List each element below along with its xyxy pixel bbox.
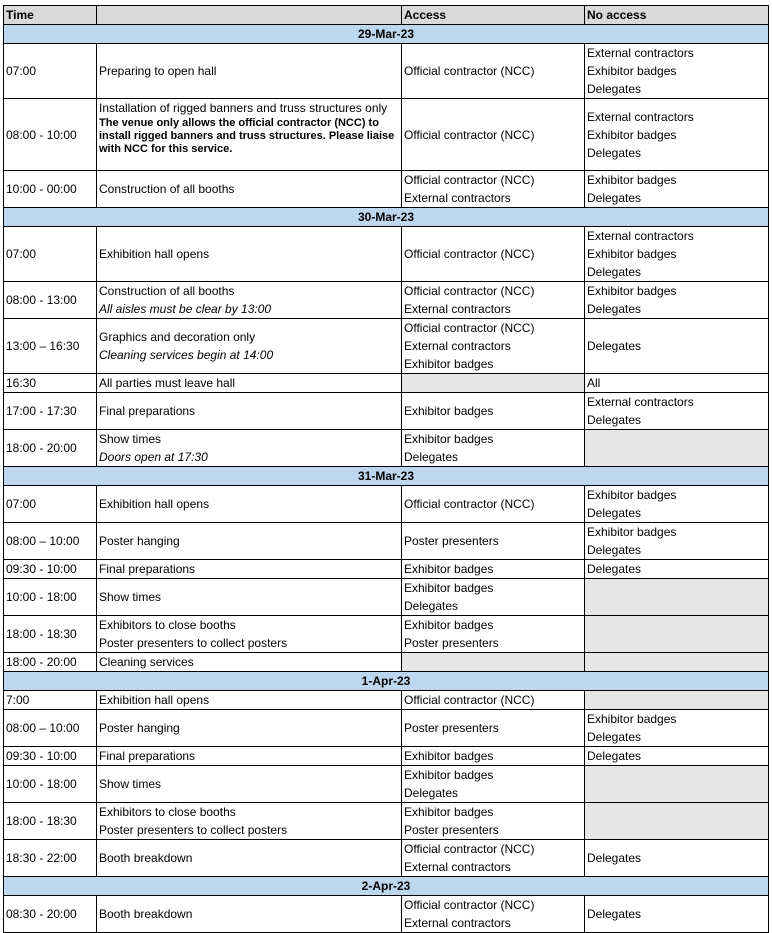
description-line: Show times	[99, 590, 162, 604]
time-cell: 08:00 - 10:00	[4, 99, 97, 171]
description-cell	[97, 560, 402, 579]
no-access-item: Delegates	[587, 562, 642, 576]
access-item: Official contractor (NCC)	[404, 898, 535, 912]
access-cell	[402, 171, 585, 208]
time-cell: 10:00 - 18:00	[4, 579, 97, 616]
description-line: Construction of all booths	[99, 284, 235, 298]
no-access-item: Exhibitor badges	[587, 712, 677, 726]
header-time: Time	[4, 6, 97, 25]
description-cell	[97, 282, 402, 319]
no-access-cell	[585, 430, 769, 467]
description-line: Final preparations	[99, 404, 196, 418]
description-line: Preparing to open hall	[99, 64, 217, 78]
description-line: Installation of rigged banners and truss structures only	[99, 101, 388, 115]
access-item: Poster presenters	[404, 721, 499, 735]
no-access-cell	[585, 691, 769, 710]
access-cell	[402, 710, 585, 747]
description-cell	[97, 430, 402, 467]
description-cell	[97, 840, 402, 877]
description-line: Exhibition hall opens	[99, 247, 210, 261]
time-cell: 08:00 - 13:00	[4, 282, 97, 319]
schedule-row	[4, 486, 769, 523]
access-item: Exhibitor badges	[404, 581, 494, 595]
description-line: Construction of all booths	[99, 182, 235, 196]
description-line: Exhibitors to close booths	[99, 805, 236, 819]
description-line: Graphics and decoration only	[99, 330, 256, 344]
time-cell: 16:30	[4, 374, 97, 393]
no-access-cell	[585, 616, 769, 653]
no-access-cell	[585, 523, 769, 560]
access-cell	[402, 747, 585, 766]
schedule-row	[4, 710, 769, 747]
access-item: Exhibitor badges	[404, 618, 494, 632]
time-cell: 09:30 - 10:00	[4, 560, 97, 579]
access-cell	[402, 319, 585, 374]
access-item: Exhibitor badges	[404, 805, 494, 819]
no-access-cell	[585, 560, 769, 579]
schedule-row	[4, 282, 769, 319]
access-item: Exhibitor badges	[404, 432, 494, 446]
access-item: External contractors	[404, 302, 511, 316]
no-access-cell	[585, 374, 769, 393]
access-item: Official contractor (NCC)	[404, 693, 535, 707]
description-line: Booth breakdown	[99, 851, 193, 865]
header-description	[97, 6, 402, 25]
access-item: Official contractor (NCC)	[404, 284, 535, 298]
time-cell: 13:00 – 16:30	[4, 319, 97, 374]
no-access-item: Exhibitor badges	[587, 64, 677, 78]
date-heading: 30-Mar-23	[4, 208, 769, 227]
no-access-item: Exhibitor badges	[587, 127, 677, 142]
access-item: Exhibitor badges	[404, 749, 494, 763]
description-line: Poster hanging	[99, 534, 180, 548]
time-cell: 10:00 - 18:00	[4, 766, 97, 803]
access-item: Poster presenters	[404, 534, 499, 548]
no-access-item: External contractors	[587, 46, 694, 60]
description-cell	[97, 616, 402, 653]
description-cell	[97, 691, 402, 710]
description-cell	[97, 766, 402, 803]
access-cell	[402, 653, 585, 672]
header-row	[4, 6, 769, 25]
access-item: Delegates	[404, 450, 459, 464]
access-cell	[402, 579, 585, 616]
schedule-row	[4, 393, 769, 430]
access-cell	[402, 840, 585, 877]
time-cell: 07:00	[4, 44, 97, 99]
no-access-item: Delegates	[587, 145, 642, 160]
access-item: Official contractor (NCC)	[404, 497, 535, 511]
description-line: Exhibition hall opens	[99, 693, 210, 707]
schedule-row	[4, 653, 769, 672]
description-italic-note: Cleaning services begin at 14:00	[99, 348, 274, 362]
access-item: Exhibitor badges	[404, 768, 494, 782]
no-access-cell	[585, 896, 769, 933]
access-item: External contractors	[404, 916, 511, 930]
date-heading: 2-Apr-23	[4, 877, 769, 896]
access-cell	[402, 486, 585, 523]
no-access-item: External contractors	[587, 229, 694, 243]
access-item: Exhibitor badges	[404, 562, 494, 576]
schedule-row	[4, 747, 769, 766]
description-cell	[97, 319, 402, 374]
access-item: Poster presenters	[404, 636, 499, 650]
no-access-item: External contractors	[587, 109, 694, 124]
schedule-row	[4, 374, 769, 393]
description-cell	[97, 171, 402, 208]
description-line: Cleaning services	[99, 655, 194, 669]
access-item: External contractors	[404, 860, 511, 874]
access-cell	[402, 896, 585, 933]
description-italic-note: All aisles must be clear by 13:00	[99, 302, 272, 316]
access-item: Official contractor (NCC)	[404, 173, 535, 187]
no-access-item: Exhibitor badges	[587, 173, 677, 187]
time-cell: 18:00 - 20:00	[4, 653, 97, 672]
no-access-item: Delegates	[587, 749, 642, 763]
schedule-row	[4, 840, 769, 877]
time-cell: 17:00 - 17:30	[4, 393, 97, 430]
no-access-cell	[585, 486, 769, 523]
no-access-item: Exhibitor badges	[587, 525, 677, 539]
schedule-table	[3, 5, 769, 933]
description-cell	[97, 523, 402, 560]
schedule-row	[4, 579, 769, 616]
no-access-cell	[585, 282, 769, 319]
description-line: Booth breakdown	[99, 907, 193, 921]
no-access-cell	[585, 766, 769, 803]
no-access-item: All	[587, 376, 601, 390]
no-access-item: Delegates	[587, 82, 642, 96]
no-access-cell	[585, 840, 769, 877]
schedule-row	[4, 44, 769, 99]
time-cell: 18:30 - 22:00	[4, 840, 97, 877]
schedule-row	[4, 616, 769, 653]
description-cell	[97, 374, 402, 393]
description-line: All parties must leave hall	[99, 376, 236, 390]
access-cell	[402, 766, 585, 803]
header-no-access: No access	[585, 6, 769, 25]
time-cell: 18:00 - 18:30	[4, 616, 97, 653]
schedule-row	[4, 766, 769, 803]
access-cell	[402, 227, 585, 282]
description-line: Poster presenters to collect posters	[99, 636, 288, 650]
no-access-item: Delegates	[587, 506, 642, 520]
description-cell	[97, 653, 402, 672]
date-heading: 29-Mar-23	[4, 25, 769, 44]
no-access-item: Delegates	[587, 851, 642, 865]
access-cell	[402, 393, 585, 430]
no-access-item: Exhibitor badges	[587, 247, 677, 261]
schedule-body	[4, 25, 769, 933]
schedule-row	[4, 430, 769, 467]
schedule-row	[4, 99, 769, 171]
description-cell	[97, 393, 402, 430]
description-cell	[97, 99, 402, 171]
access-item: Official contractor (NCC)	[404, 842, 535, 856]
description-italic-note: Doors open at 17:30	[99, 450, 208, 464]
access-item: External contractors	[404, 339, 511, 353]
access-item: Delegates	[404, 599, 459, 613]
no-access-cell	[585, 653, 769, 672]
schedule-row	[4, 319, 769, 374]
description-cell	[97, 710, 402, 747]
no-access-cell	[585, 393, 769, 430]
access-item: Exhibitor badges	[404, 404, 494, 418]
description-line: Show times	[99, 777, 162, 791]
no-access-item: Exhibitor badges	[587, 284, 677, 298]
access-cell	[402, 374, 585, 393]
date-row	[4, 25, 769, 44]
time-cell: 09:30 - 10:00	[4, 747, 97, 766]
no-access-cell	[585, 579, 769, 616]
header-access: Access	[402, 6, 585, 25]
schedule-row	[4, 896, 769, 933]
access-cell	[402, 282, 585, 319]
access-item: Delegates	[404, 786, 459, 800]
description-cell	[97, 486, 402, 523]
description-line: Poster presenters to collect posters	[99, 823, 288, 837]
date-row	[4, 672, 769, 691]
date-row	[4, 877, 769, 896]
no-access-item: Delegates	[587, 191, 642, 205]
access-item: External contractors	[404, 191, 511, 205]
time-cell: 7:00	[4, 691, 97, 710]
description-line: Exhibition hall opens	[99, 497, 210, 511]
description-cell	[97, 579, 402, 616]
access-item: Poster presenters	[404, 823, 499, 837]
description-line: Exhibitors to close booths	[99, 618, 236, 632]
access-cell	[402, 803, 585, 840]
no-access-item: Delegates	[587, 907, 642, 921]
no-access-item: External contractors	[587, 395, 694, 409]
time-cell: 18:00 - 20:00	[4, 430, 97, 467]
no-access-cell	[585, 171, 769, 208]
schedule-row	[4, 227, 769, 282]
no-access-cell	[585, 747, 769, 766]
description-line: Poster hanging	[99, 721, 180, 735]
date-row	[4, 208, 769, 227]
schedule-row	[4, 691, 769, 710]
no-access-cell	[585, 319, 769, 374]
description-bold-note: The venue only allows the official contractor (NCC) to install rigged banners and truss structures. Please liaise with NCC for this service.	[99, 117, 395, 155]
access-cell	[402, 616, 585, 653]
schedule-row	[4, 171, 769, 208]
time-cell: 10:00 - 00:00	[4, 171, 97, 208]
access-item: Official contractor (NCC)	[404, 247, 535, 261]
access-item: Official contractor (NCC)	[404, 321, 535, 335]
no-access-item: Delegates	[587, 730, 642, 744]
no-access-cell	[585, 803, 769, 840]
no-access-item: Delegates	[587, 265, 642, 279]
access-cell	[402, 44, 585, 99]
access-cell	[402, 430, 585, 467]
access-item: Official contractor (NCC)	[404, 64, 535, 78]
no-access-item: Delegates	[587, 413, 642, 427]
schedule-row	[4, 523, 769, 560]
no-access-cell	[585, 99, 769, 171]
access-cell	[402, 523, 585, 560]
no-access-cell	[585, 227, 769, 282]
date-row	[4, 467, 769, 486]
description-line: Final preparations	[99, 749, 196, 763]
description-line: Final preparations	[99, 562, 196, 576]
description-line: Show times	[99, 432, 162, 446]
time-cell: 07:00	[4, 227, 97, 282]
time-cell: 18:00 - 18:30	[4, 803, 97, 840]
time-cell: 08:30 - 20:00	[4, 896, 97, 933]
no-access-item: Exhibitor badges	[587, 488, 677, 502]
no-access-cell	[585, 44, 769, 99]
no-access-item: Delegates	[587, 302, 642, 316]
description-cell	[97, 803, 402, 840]
access-cell	[402, 560, 585, 579]
date-heading: 1-Apr-23	[4, 672, 769, 691]
time-cell: 07:00	[4, 486, 97, 523]
description-cell	[97, 44, 402, 99]
no-access-item: Delegates	[587, 543, 642, 557]
time-cell: 08:00 – 10:00	[4, 523, 97, 560]
schedule-row	[4, 560, 769, 579]
description-cell	[97, 227, 402, 282]
no-access-item: Delegates	[587, 339, 642, 353]
date-heading: 31-Mar-23	[4, 467, 769, 486]
schedule-row	[4, 803, 769, 840]
description-cell	[97, 747, 402, 766]
no-access-cell	[585, 710, 769, 747]
access-item: Official contractor (NCC)	[404, 127, 535, 142]
access-cell	[402, 99, 585, 171]
access-cell	[402, 691, 585, 710]
description-cell	[97, 896, 402, 933]
access-item: Exhibitor badges	[404, 357, 494, 371]
time-cell: 08:00 – 10:00	[4, 710, 97, 747]
